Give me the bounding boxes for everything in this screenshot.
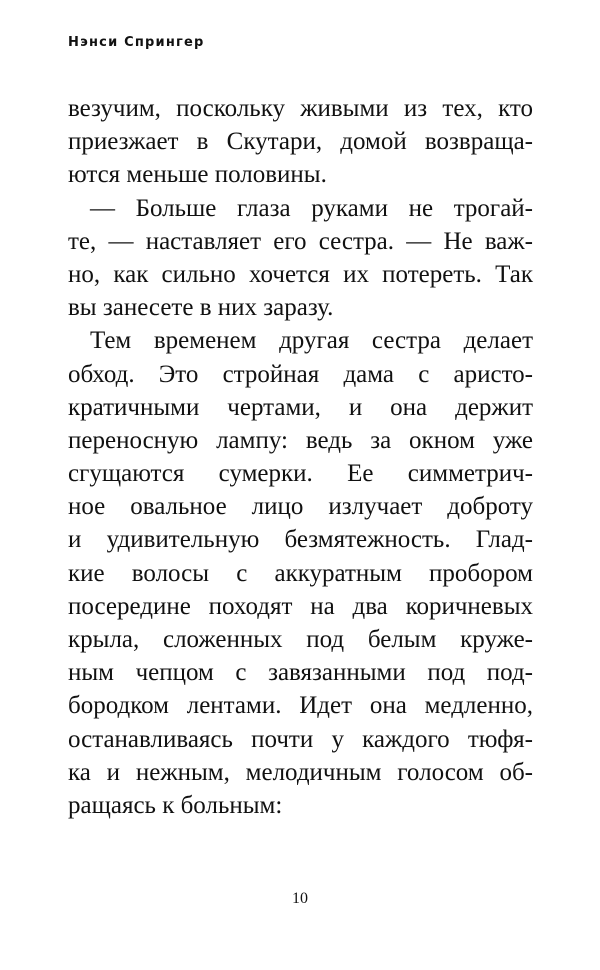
body-text bbox=[68, 92, 533, 822]
text-line: ным чепцом с завязанными под под- bbox=[68, 659, 533, 687]
text-line: везучим, поскольку живыми из тех, кто bbox=[68, 95, 533, 122]
running-head-author: Нэнси Спрингер bbox=[68, 35, 205, 50]
text-line: обход. Это стройная дама с аристо- bbox=[68, 360, 533, 388]
text-line: крыла, сложенных под белым круже- bbox=[68, 626, 533, 653]
text-line: бородком лентами. Идет она медленно, bbox=[68, 692, 533, 720]
text-line: ются меньше половины. bbox=[68, 161, 327, 189]
text-line: те, — наставляет его сестра. — Не важ- bbox=[68, 227, 533, 255]
text-line: и удивительную безмятежность. Глад- bbox=[68, 526, 533, 554]
text-line: ное овальное лицо излучает доброту bbox=[68, 493, 533, 521]
text-line: посередине походят на два коричневых bbox=[68, 592, 533, 620]
text-line: Тем временем другая сестра делает bbox=[90, 327, 533, 355]
text-line: — Больше глаза руками не трогай- bbox=[90, 194, 533, 222]
text-line: кие волосы с аккуратным пробором bbox=[68, 559, 533, 587]
text-line: кратичными чертами, и она держит bbox=[68, 393, 533, 421]
text-line: но, как сильно хочется их потереть. Так bbox=[68, 260, 533, 288]
page-number: 10 bbox=[292, 890, 308, 907]
text-line: вы занесете в них заразу. bbox=[68, 294, 334, 322]
text-line: ращаясь к больным: bbox=[68, 791, 283, 819]
text-line: сгущаются сумерки. Ее симметрич- bbox=[68, 460, 533, 488]
text-line: переносную лампу: ведь за окном уже bbox=[68, 426, 533, 454]
text-line: приезжает в Скутари, домой возвраща- bbox=[68, 128, 533, 156]
text-line: останавливаясь почти у каждого тюфя- bbox=[68, 725, 533, 753]
text-line: ка и нежным, мелодичным голосом об- bbox=[68, 758, 533, 786]
